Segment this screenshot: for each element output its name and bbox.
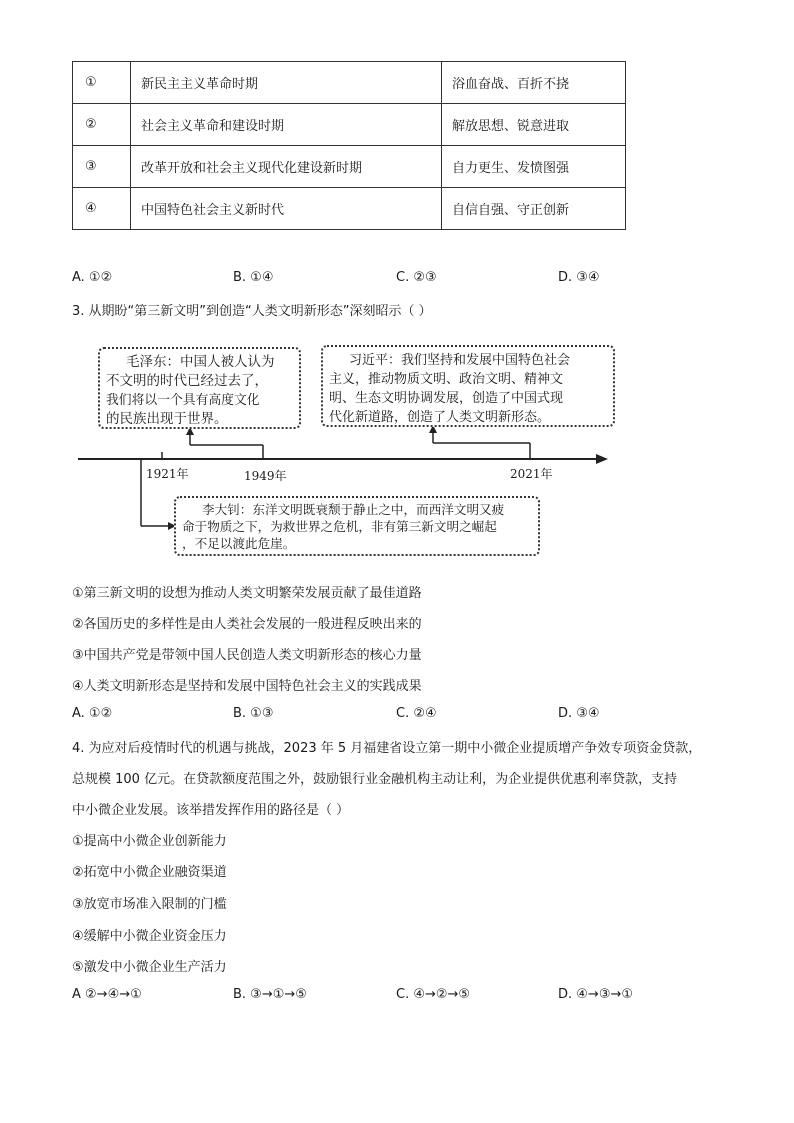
quote-line: 毛泽东：中国人被人认为 [126, 354, 275, 370]
quote-line: 代化新道路，创造了人类文明新形态。 [329, 410, 551, 425]
year-label-2021: 2021年 [510, 467, 553, 481]
q4-stem-line: 中小微企业发展。该举措发挥作用的路径是（ ） [72, 803, 350, 818]
quote-line: 的民族出现于世界。 [106, 411, 228, 427]
row-number: ① [73, 62, 131, 104]
spirit-cell: 自力更生、发愤图强 [442, 146, 626, 188]
row-number: ③ [73, 146, 131, 188]
q4-statement: ⑤激发中小微企业生产活力 [72, 960, 227, 975]
q3-stem: 3. 从期盼“第三新文明”到创造“人类文明新形态”深刻昭示（ ） [72, 304, 432, 319]
period-cell: 改革开放和社会主义现代化建设新时期 [131, 146, 442, 188]
quote-line: ，不足以渡此危崖。 [182, 536, 296, 551]
q4-statement: ②拓宽中小微企业融资渠道 [72, 865, 227, 880]
quote-line: 李大钊：东洋文明既衰颓于静止之中，而西洋文明又疲 [202, 502, 505, 517]
q3-option-b[interactable]: B. ①③ [233, 706, 274, 721]
quote-line: 明、生态文明协调发展，创造了中国式现 [329, 391, 564, 406]
q4-stem-line: 4. 为应对后疫情时代的机遇与挑战，2023 年 5 月福建省设立第一期中小微企业提质增产争效专项资金贷款， [72, 741, 702, 756]
q4-statement: ④缓解中小微企业资金压力 [72, 929, 227, 944]
q2-option-c[interactable]: C. ②③ [396, 270, 437, 285]
year-label-1949: 1949年 [244, 469, 287, 483]
quote-line: 主义，推动物质文明、政治文明、精神文 [329, 372, 564, 387]
q3-option-d[interactable]: D. ③④ [558, 706, 600, 721]
q4-option-b[interactable]: B. ③→①→⑤ [233, 987, 307, 1002]
q3-option-c[interactable]: C. ②④ [396, 706, 437, 721]
period-cell: 社会主义革命和建设时期 [131, 104, 442, 146]
q3-statement: ②各国历史的多样性是由人类社会发展的一般进程反映出来的 [72, 617, 422, 632]
period-cell: 新民主主义革命时期 [131, 62, 442, 104]
spirit-cell: 解放思想、锐意进取 [442, 104, 626, 146]
xi-quote-box [321, 345, 615, 427]
period-cell: 中国特色社会主义新时代 [131, 188, 442, 230]
timeline-lines [0, 0, 794, 560]
spirit-cell: 浴血奋战、百折不挠 [442, 62, 626, 104]
q2-option-a[interactable]: A. ①② [72, 270, 113, 285]
quote-line: 命于物质之下，为救世界之危机，非有第三新文明之崛起 [182, 519, 497, 534]
row-number: ④ [73, 188, 131, 230]
q3-option-a[interactable]: A. ①② [72, 706, 113, 721]
q4-statement: ③放宽市场准入限制的门槛 [72, 897, 227, 912]
year-label-1921: 1921年 [146, 467, 189, 481]
li-quote-box [174, 496, 540, 556]
timeline-arrowhead [596, 454, 608, 464]
q2-option-b[interactable]: B. ①④ [233, 270, 274, 285]
q2-option-d[interactable]: D. ③④ [558, 270, 600, 285]
quote-line: 不文明的时代已经过去了， [106, 373, 268, 389]
mao-quote-box [98, 347, 301, 429]
q4-option-a[interactable]: A ②→④→① [72, 987, 142, 1002]
q3-statement: ③中国共产党是带领中国人民创造人类文明新形态的核心力量 [72, 648, 422, 663]
q4-option-d[interactable]: D. ④→③→① [558, 987, 634, 1002]
q3-statement: ④人类文明新形态是坚持和发展中国特色社会主义的实践成果 [72, 679, 422, 694]
quote-line: 我们将以一个具有高度文化 [106, 393, 260, 408]
q4-statement: ①提高中小微企业创新能力 [72, 834, 227, 849]
row-number: ② [73, 104, 131, 146]
quote-line: 习近平：我们坚持和发展中国特色社会 [349, 353, 571, 368]
spirit-cell: 自信自强、守正创新 [442, 188, 626, 230]
q4-stem-line: 总规模 100 亿元。在贷款额度范围之外，鼓励银行业金融机构主动让利，为企业提供优惠利率贷款，支持 [72, 772, 678, 787]
q4-option-c[interactable]: C. ④→②→⑤ [396, 987, 471, 1002]
q3-statement: ①第三新文明的设想为推动人类文明繁荣发展贡献了最佳道路 [72, 586, 422, 601]
